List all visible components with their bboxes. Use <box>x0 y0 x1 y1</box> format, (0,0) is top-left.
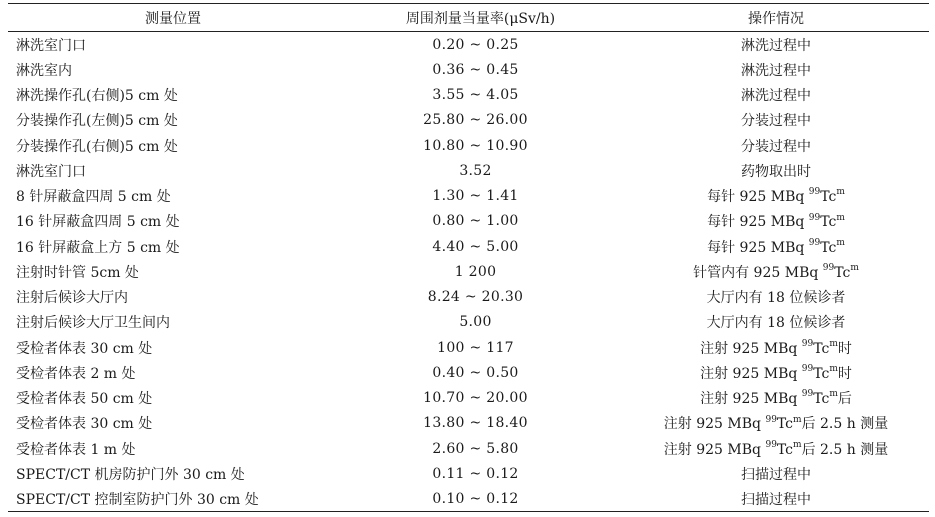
isotope-mass-number: 99 <box>801 364 814 375</box>
operation-text: 大厅内有 18 位候诊者 <box>706 315 846 332</box>
isotope-symbol: Tc <box>820 239 837 256</box>
cell-operation <box>623 363 929 383</box>
table-row <box>8 234 929 259</box>
isotope-mass-number: 99 <box>808 187 821 198</box>
cell-dose-rate: 0.40 ~ 0.50 <box>432 364 519 381</box>
header-location: 测量位置 <box>145 10 201 27</box>
operation-text: 分装过程中 <box>741 113 811 130</box>
table-row <box>8 285 929 310</box>
operation-text: 注射 925 MBq <box>700 365 802 382</box>
table-row <box>8 83 929 108</box>
operation-suffix: 后 2.5 h 测量 <box>801 441 889 458</box>
operation-text: 大厅内有 18 位候诊者 <box>706 290 846 307</box>
bottom-rule <box>8 511 929 512</box>
cell-operation <box>623 237 929 257</box>
operation-text: 淋洗过程中 <box>741 62 811 79</box>
cell-location: 淋洗室门口 <box>16 37 86 54</box>
operation-text: 淋洗过程中 <box>741 88 811 105</box>
isotope-metastable: m <box>829 389 838 400</box>
isotope-symbol: Tc <box>820 214 837 231</box>
cell-operation <box>623 439 929 459</box>
isotope-metastable: m <box>793 439 802 450</box>
cell-location: 受检者体表 30 cm 处 <box>16 416 153 433</box>
cell-operation <box>623 262 929 282</box>
isotope-mass-number: 99 <box>801 338 814 349</box>
table-row <box>8 57 929 82</box>
isotope-mass-number: 99 <box>765 439 777 450</box>
cell-dose-rate: 8.24 ~ 20.30 <box>427 289 524 306</box>
isotope-symbol: Tc <box>776 441 794 458</box>
top-rule <box>8 3 929 4</box>
operation-text: 注射 925 MBq <box>700 340 802 357</box>
table-row <box>8 461 929 486</box>
cell-location: 16 针屏蔽盒上方 5 cm 处 <box>16 239 180 256</box>
cell-location: 淋洗室门口 <box>16 163 86 180</box>
cell-dose-rate: 10.80 ~ 10.90 <box>423 137 528 154</box>
cell-operation <box>623 312 929 332</box>
cell-location: 注射时针管 5cm 处 <box>16 264 139 281</box>
isotope-symbol: Tc <box>813 365 830 382</box>
cell-location: 分装操作孔(左侧)5 cm 处 <box>16 113 178 130</box>
table-header <box>8 5 929 30</box>
isotope-mass-number: 99 <box>801 389 814 400</box>
cell-dose-rate: 0.20 ~ 0.25 <box>432 36 519 53</box>
isotope-mass-number: 99 <box>808 212 821 223</box>
cell-dose-rate: 3.55 ~ 4.05 <box>432 87 519 104</box>
operation-text: 扫描过程中 <box>741 492 811 509</box>
cell-operation <box>623 287 929 307</box>
table-row <box>8 32 929 57</box>
cell-dose-rate: 0.11 ~ 0.12 <box>432 465 519 482</box>
table-row <box>8 209 929 234</box>
cell-location: 受检者体表 2 m 处 <box>16 365 136 382</box>
cell-location: 受检者体表 30 cm 处 <box>16 340 153 357</box>
cell-dose-rate: 0.36 ~ 0.45 <box>432 61 519 78</box>
isotope-symbol: Tc <box>813 340 830 357</box>
cell-operation <box>623 211 929 231</box>
operation-text: 每针 925 MBq <box>707 239 809 256</box>
table-row <box>8 436 929 461</box>
cell-location: SPECT/CT 控制室防护门外 30 cm 处 <box>16 492 259 509</box>
isotope-mass-number: 99 <box>808 237 821 248</box>
cell-dose-rate: 25.80 ~ 26.00 <box>423 112 528 129</box>
header-dose-rate: 周围剂量当量率(μSv/h) <box>405 10 556 27</box>
cell-dose-rate: 0.80 ~ 1.00 <box>432 213 519 230</box>
cell-location: 16 针屏蔽盒四周 5 cm 处 <box>16 214 180 231</box>
isotope-metastable: m <box>793 414 802 425</box>
operation-text: 药物取出时 <box>741 163 811 180</box>
operation-suffix: 后 <box>837 391 852 408</box>
isotope-metastable: m <box>850 263 859 274</box>
operation-suffix: 时 <box>837 340 852 357</box>
table-row <box>8 360 929 385</box>
isotope-metastable: m <box>829 338 838 349</box>
operation-text: 注射 925 MBq <box>663 416 766 433</box>
isotope-symbol: Tc <box>834 264 851 281</box>
cell-dose-rate: 0.10 ~ 0.12 <box>432 491 519 508</box>
operation-text: 每针 925 MBq <box>707 189 809 206</box>
cell-location: 分装操作孔(右侧)5 cm 处 <box>16 138 178 155</box>
cell-dose-rate: 4.40 ~ 5.00 <box>432 238 519 255</box>
operation-text: 每针 925 MBq <box>707 214 809 231</box>
table-row <box>8 487 929 512</box>
cell-operation <box>623 161 929 181</box>
cell-operation <box>623 85 929 105</box>
operation-text: 扫描过程中 <box>741 466 811 483</box>
isotope-symbol: Tc <box>776 416 794 433</box>
cell-operation <box>623 338 929 358</box>
cell-operation <box>623 110 929 130</box>
table-row <box>8 108 929 133</box>
cell-operation <box>623 413 929 433</box>
cell-operation <box>623 35 929 55</box>
cell-dose-rate: 2.60 ~ 5.80 <box>432 440 519 457</box>
operation-text: 注射 925 MBq <box>700 391 802 408</box>
cell-location: 淋洗操作孔(右侧)5 cm 处 <box>16 88 178 105</box>
cell-operation <box>623 60 929 80</box>
operation-suffix: 时 <box>837 365 852 382</box>
cell-operation <box>623 464 929 484</box>
operation-text: 分装过程中 <box>741 138 811 155</box>
operation-text: 针管内有 925 MBq <box>693 264 823 281</box>
table-row <box>8 259 929 284</box>
cell-location: 受检者体表 50 cm 处 <box>16 391 153 408</box>
isotope-symbol: Tc <box>820 189 837 206</box>
table-row <box>8 411 929 436</box>
cell-location: 8 针屏蔽盒四周 5 cm 处 <box>16 189 171 206</box>
isotope-symbol: Tc <box>813 391 830 408</box>
table-row <box>8 158 929 183</box>
table-row <box>8 184 929 209</box>
isotope-metastable: m <box>836 187 845 198</box>
isotope-mass-number: 99 <box>765 414 777 425</box>
operation-suffix: 后 2.5 h 测量 <box>801 416 889 433</box>
cell-dose-rate: 10.70 ~ 20.00 <box>423 390 528 407</box>
cell-dose-rate: 1 200 <box>454 263 497 280</box>
table-row <box>8 386 929 411</box>
table-row <box>8 335 929 360</box>
table-row <box>8 310 929 335</box>
cell-dose-rate: 100 ~ 117 <box>437 339 514 356</box>
cell-operation <box>623 186 929 206</box>
cell-operation <box>623 489 929 509</box>
cell-operation <box>623 136 929 156</box>
operation-text: 淋洗过程中 <box>741 37 811 54</box>
cell-location: SPECT/CT 机房防护门外 30 cm 处 <box>16 466 245 483</box>
cell-location: 淋洗室内 <box>16 62 72 79</box>
operation-text: 注射 925 MBq <box>663 441 766 458</box>
cell-location: 注射后候诊大厅内 <box>16 290 128 307</box>
isotope-metastable: m <box>836 237 845 248</box>
isotope-metastable: m <box>829 364 838 375</box>
cell-dose-rate: 1.30 ~ 1.41 <box>432 188 519 205</box>
isotope-mass-number: 99 <box>822 263 835 274</box>
table-row <box>8 133 929 158</box>
cell-dose-rate: 5.00 <box>459 314 492 331</box>
cell-operation <box>623 388 929 408</box>
cell-dose-rate: 13.80 ~ 18.40 <box>423 415 528 432</box>
isotope-metastable: m <box>836 212 845 223</box>
cell-dose-rate: 3.52 <box>459 162 492 179</box>
header-operation: 操作情况 <box>748 10 804 27</box>
cell-location: 注射后候诊大厅卫生间内 <box>16 315 170 332</box>
cell-location: 受检者体表 1 m 处 <box>16 441 136 458</box>
